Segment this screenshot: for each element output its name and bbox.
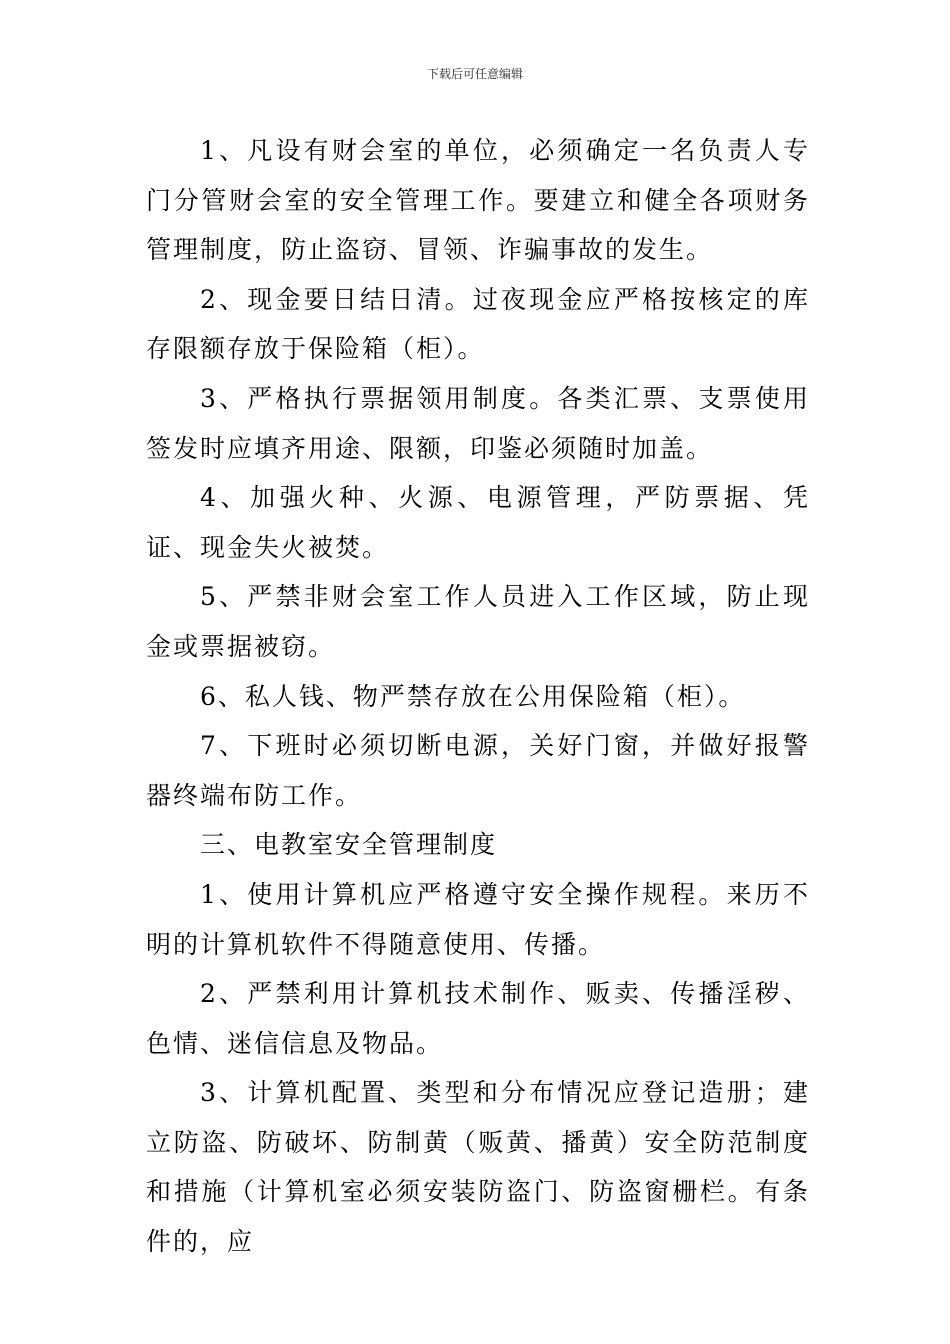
paragraph-finance-4: 4、加强火种、火源、电源管理，严防票据、凭证、现金失火被焚。 — [146, 483, 810, 562]
paragraph-av-1: 1、使用计算机应严格遵守安全操作规程。来历不明的计算机软件不得随意使用、传播。 — [146, 879, 810, 959]
paragraph-finance-5: 5、严禁非财会室工作人员进入工作区域，防止现金或票据被窃。 — [146, 582, 810, 661]
paragraph-finance-7: 7、下班时必须切断电源，关好门窗，并做好报警器终端布防工作。 — [146, 731, 810, 810]
paragraph-finance-2: 2、现金要日结日清。过夜现金应严格按核定的库存限额存放于保险箱（柜）。 — [146, 284, 810, 364]
paragraph-av-3: 3、计算机配置、类型和分布情况应登记造册；建立防盗、防破坏、防制黄（贩黄、播黄）安全防范制度和措施（计算机室必须安装防盗门、防盗窗栅栏。有条件的，应 — [146, 1078, 810, 1257]
header-note: 下载后可任意编辑 — [426, 67, 523, 81]
paragraph-finance-1: 1、凡设有财会室的单位，必须确定一名负责人专门分管财会室的安全管理工作。要建立和健全各项财务管理制度，防止盗窃、冒领、诈骗事故的发生。 — [146, 136, 810, 265]
section-heading-av-room: 三、电教室安全管理制度 — [200, 830, 498, 860]
paragraph-av-2: 2、严禁利用计算机技术制作、贩卖、传播淫秽、色情、迷信信息及物品。 — [146, 979, 810, 1058]
paragraph-finance-6: 6、私人钱、物严禁存放在公用保险箱（柜）。 — [200, 681, 746, 711]
paragraph-finance-3: 3、严格执行票据领用制度。各类汇票、支票使用签发时应填齐用途、限额，印鉴必须随时加盖。 — [146, 383, 810, 463]
document-body — [146, 126, 810, 1267]
